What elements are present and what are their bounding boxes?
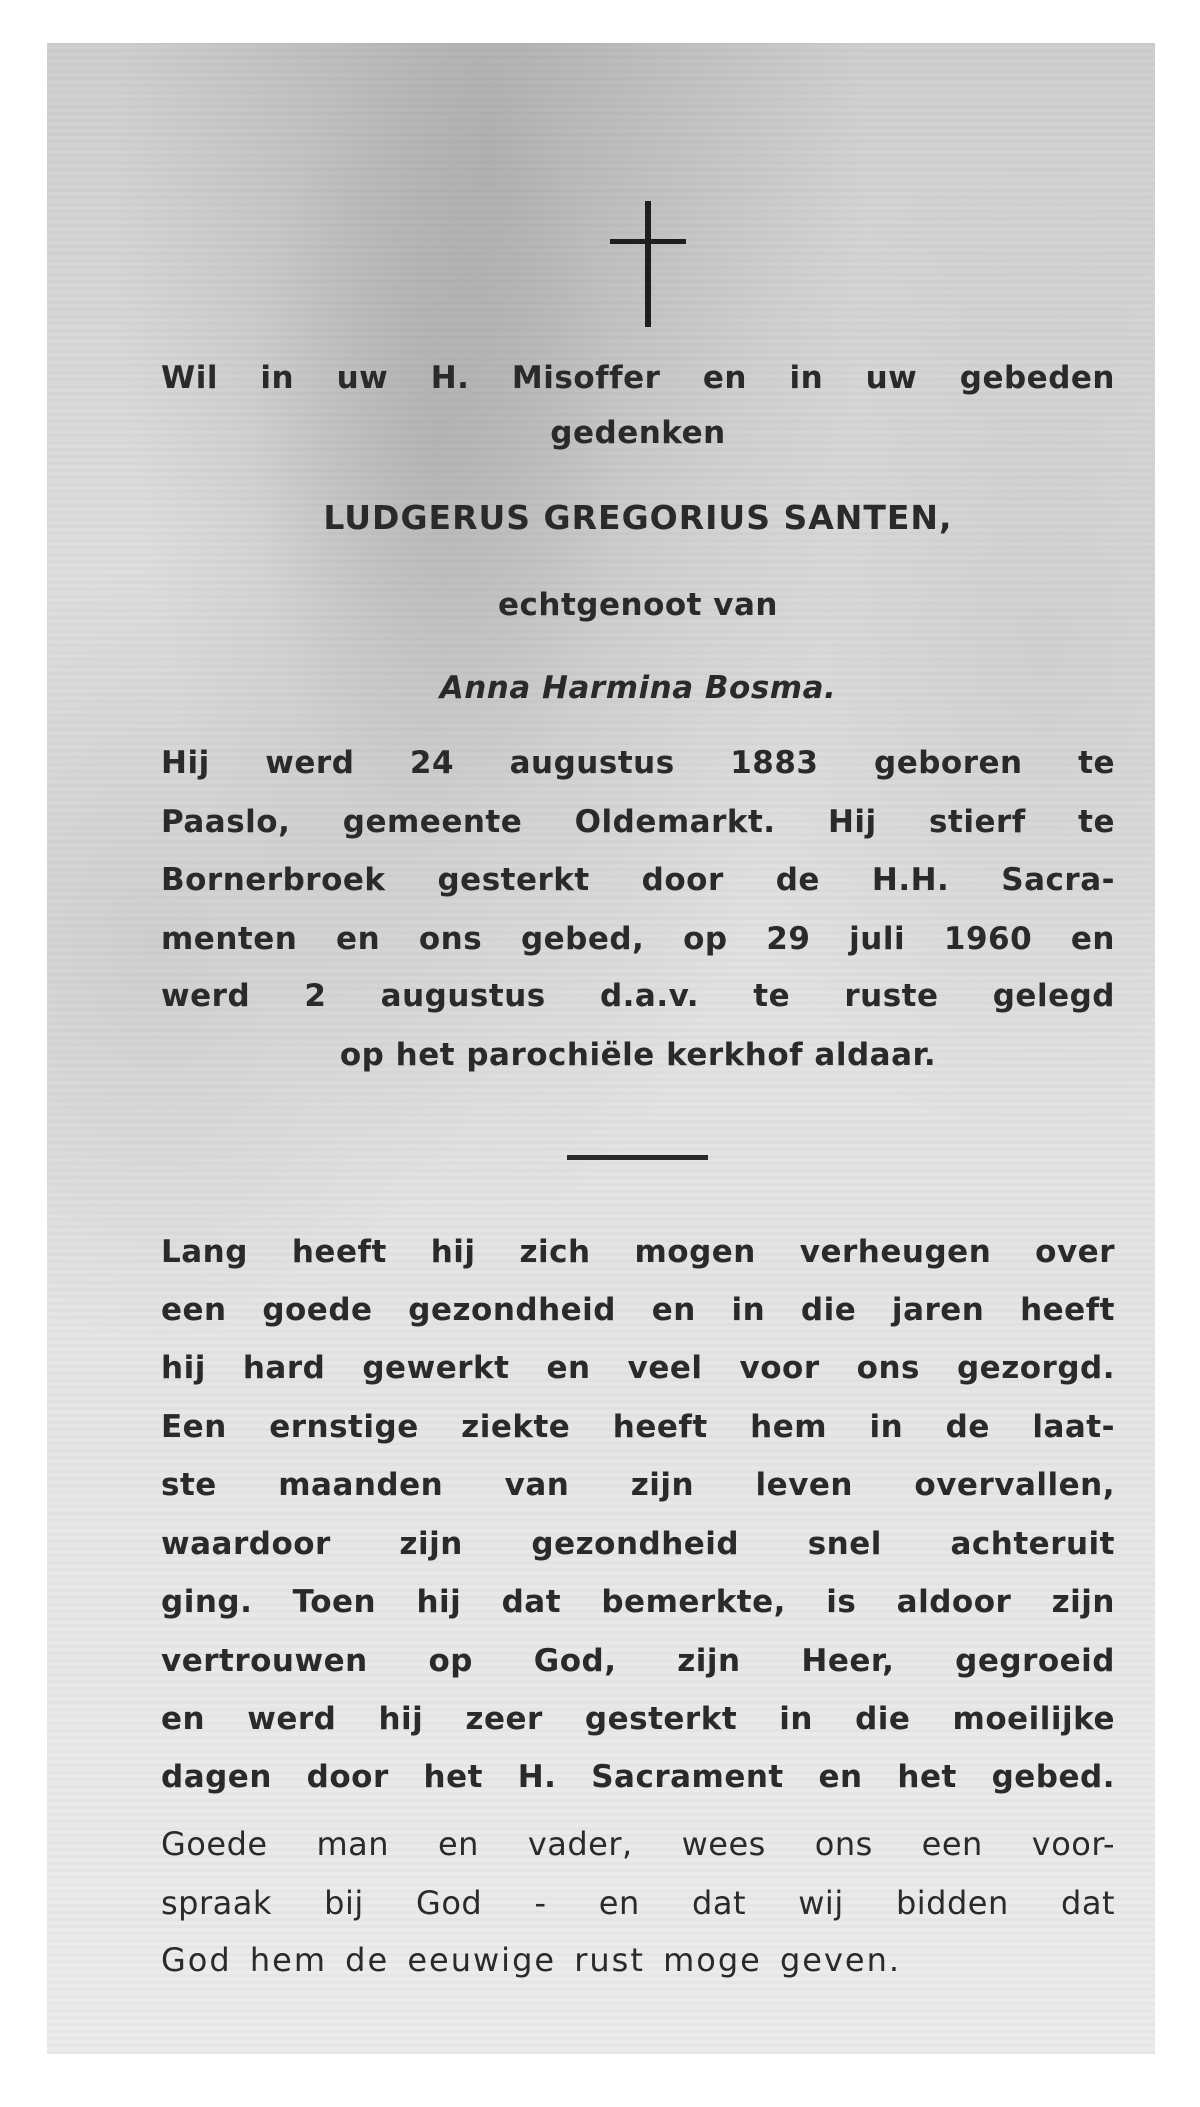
prayer-line: God hem de eeuwige rust moge geven. xyxy=(161,1941,902,1979)
prayer-line: spraak bij God - en dat wij bidden dat xyxy=(161,1884,1115,1922)
reflection-line: een goede gezondheid en in die jaren heeft xyxy=(161,1292,1115,1328)
reflection-line: dagen door het H. Sacrament en het gebed. xyxy=(161,1759,1115,1795)
biography-line: Paaslo, gemeente Oldemarkt. Hij stierf te xyxy=(161,804,1115,840)
reflection-line: Een ernstige ziekte heeft hem in de laat- xyxy=(161,1409,1115,1445)
biography-line: Hij werd 24 augustus 1883 geboren te xyxy=(161,745,1115,781)
spouse-name: Anna Harmina Bosma. xyxy=(439,670,837,706)
prayer-line: Goede man en vader, wees ons een voor- xyxy=(161,1825,1115,1863)
relation-text: echtgenoot van xyxy=(498,587,778,623)
reflection-line: en werd hij zeer gesterkt in die moeilijke xyxy=(161,1701,1115,1737)
reflection-line: vertrouwen op God, zijn Heer, gegroeid xyxy=(161,1643,1115,1679)
divider xyxy=(567,1155,708,1160)
biography-line: Bornerbroek gesterkt door de H.H. Sacra- xyxy=(161,862,1115,898)
biography-line: op het parochiële kerkhof aldaar. xyxy=(339,1037,937,1073)
reflection-line: Lang heeft hij zich mogen verheugen over xyxy=(161,1234,1115,1270)
reflection-line: ste maanden van zijn leven overvallen, xyxy=(161,1467,1115,1503)
biography-line: menten en ons gebed, op 29 juli 1960 en xyxy=(161,921,1115,957)
opening-line: gedenken xyxy=(550,415,726,451)
reflection-line: waardoor zijn gezondheid snel achteruit xyxy=(161,1526,1115,1562)
memorial-card xyxy=(47,43,1155,2054)
reflection-line: ging. Toen hij dat bemerkte, is aldoor zijn xyxy=(161,1584,1115,1620)
biography-line: werd 2 augustus d.a.v. te ruste gelegd xyxy=(161,978,1115,1014)
deceased-name: LUDGERUS GREGORIUS SANTEN, xyxy=(323,498,953,537)
opening-line: Wil in uw H. Misoffer en in uw gebeden xyxy=(161,360,1115,396)
reflection-line: hij hard gewerkt en veel voor ons gezorgd. xyxy=(161,1350,1115,1386)
